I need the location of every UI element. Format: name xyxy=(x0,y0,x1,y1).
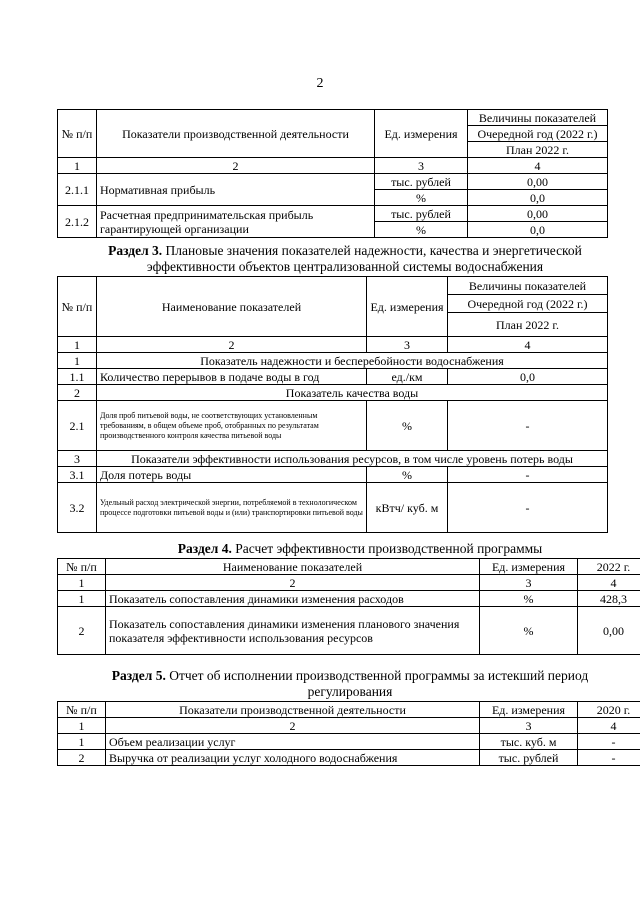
row-value: 428,3 xyxy=(578,591,640,607)
header-year: 2022 г. xyxy=(578,559,640,575)
header-unit: Ед. измерения xyxy=(480,702,578,718)
table-row xyxy=(58,369,608,385)
index-cell: 2 xyxy=(97,158,375,174)
table-row xyxy=(58,750,640,766)
header-plan: План 2022 г. xyxy=(448,313,608,337)
row-value: 0,00 xyxy=(468,206,608,222)
row-num: 1 xyxy=(58,734,106,750)
section4-title-text: Расчет эффективности производственной программы xyxy=(235,541,543,556)
section5-label: Раздел 5. xyxy=(111,668,166,683)
group-title: Показатель качества воды xyxy=(97,385,608,401)
group-row xyxy=(58,451,608,467)
group-title: Показатель надежности и бесперебойности водоснабжения xyxy=(97,353,608,369)
table-row xyxy=(58,206,608,222)
header-num: № п/п xyxy=(58,277,97,337)
row-value: 0,00 xyxy=(578,607,640,655)
row-unit: % xyxy=(375,190,468,206)
header-next-year: Очередной год (2022 г.) xyxy=(468,126,608,142)
header-unit: Ед. измерения xyxy=(367,277,448,337)
row-value: 0,0 xyxy=(448,369,608,385)
header-name: Наименование показателей xyxy=(106,559,480,575)
row-unit: тыс. рублей xyxy=(375,206,468,222)
row-name: Доля проб питьевой воды, не соответствующих установленным требованиям, в общем объеме проб, отобранных по результатам производственного контроля качества питьевой воды xyxy=(97,401,367,451)
header-year: 2020 г. xyxy=(578,702,640,718)
group-title: Показатели эффективности использования ресурсов, в том числе уровень потерь воды xyxy=(97,451,608,467)
page-number: 2 xyxy=(316,76,324,91)
row-value: - xyxy=(448,401,608,451)
row-value: - xyxy=(448,483,608,533)
header-num: № п/п xyxy=(58,559,106,575)
row-name: Удельный расход электрической энергии, потребляемой в технологическом процессе подготовки питьевой воды и (или) транспортировки питьевой воды xyxy=(97,483,367,533)
row-name: Расчетная предпринимательская прибыль гарантирующей организации xyxy=(97,206,375,238)
table-row xyxy=(58,174,608,190)
index-cell: 1 xyxy=(58,337,97,353)
header-num: № п/п xyxy=(58,110,97,158)
table-row xyxy=(58,591,640,607)
header-name: Показатели производственной деятельности xyxy=(97,110,375,158)
row-name: Показатель сопоставления динамики изменения планового значения показателя эффективности использования ресурсов xyxy=(106,607,480,655)
row-num: 3.2 xyxy=(58,483,97,533)
row-unit: тыс. куб. м xyxy=(480,734,578,750)
row-unit: % xyxy=(367,401,448,451)
row-value: - xyxy=(448,467,608,483)
row-unit: % xyxy=(375,222,468,238)
table-program-report xyxy=(57,701,640,766)
section3-title-text: Плановые значения показателей надежности, качества и энергетической эффективности объектов централизованной системы водоснабжения xyxy=(146,243,582,274)
row-num: 2 xyxy=(58,750,106,766)
group-num: 2 xyxy=(58,385,97,401)
row-value: 0,00 xyxy=(468,174,608,190)
row-num: 2.1.2 xyxy=(58,206,97,238)
row-value: 0,0 xyxy=(468,190,608,206)
row-name: Объем реализации услуг xyxy=(106,734,480,750)
table-production-indicators xyxy=(57,109,608,238)
row-value: - xyxy=(578,750,640,766)
table-row xyxy=(58,401,608,451)
row-num: 2 xyxy=(58,607,106,655)
index-cell: 1 xyxy=(58,718,106,734)
header-unit: Ед. измерения xyxy=(375,110,468,158)
section5-title xyxy=(90,668,610,700)
row-unit: % xyxy=(367,467,448,483)
header-plan: План 2022 г. xyxy=(468,142,608,158)
header-name: Показатели производственной деятельности xyxy=(106,702,480,718)
table-row xyxy=(58,483,608,533)
index-cell: 4 xyxy=(468,158,608,174)
row-unit: кВтч/ куб. м xyxy=(367,483,448,533)
index-cell: 2 xyxy=(97,337,367,353)
index-cell: 1 xyxy=(58,575,106,591)
section5-title-text: Отчет об исполнении производственной программы за истекший период регулирования xyxy=(169,668,589,699)
header-values: Величины показателей xyxy=(468,110,608,126)
index-cell: 4 xyxy=(578,575,640,591)
index-cell: 3 xyxy=(480,575,578,591)
table-program-efficiency xyxy=(57,558,640,655)
row-unit: тыс. рублей xyxy=(480,750,578,766)
table-reliability-indicators xyxy=(57,276,608,533)
row-name: Количество перерывов в подаче воды в год xyxy=(97,369,367,385)
header-next-year: Очередной год (2022 г.) xyxy=(448,295,608,313)
index-cell: 4 xyxy=(448,337,608,353)
row-num: 3.1 xyxy=(58,467,97,483)
header-values: Величины показателей xyxy=(448,277,608,295)
section3-label: Раздел 3. xyxy=(108,243,163,258)
row-value: 0,0 xyxy=(468,222,608,238)
row-unit: тыс. рублей xyxy=(375,174,468,190)
index-cell: 2 xyxy=(106,718,480,734)
index-cell: 3 xyxy=(480,718,578,734)
row-unit: % xyxy=(480,607,578,655)
table-row xyxy=(58,607,640,655)
group-num: 3 xyxy=(58,451,97,467)
header-unit: Ед. измерения xyxy=(480,559,578,575)
index-cell: 4 xyxy=(578,718,640,734)
section4-title xyxy=(100,541,620,557)
group-num: 1 xyxy=(58,353,97,369)
index-cell: 2 xyxy=(106,575,480,591)
index-cell: 3 xyxy=(375,158,468,174)
header-num: № п/п xyxy=(58,702,106,718)
row-name: Выручка от реализации услуг холодного водоснабжения xyxy=(106,750,480,766)
section3-title xyxy=(85,243,605,275)
row-num: 1.1 xyxy=(58,369,97,385)
row-num: 1 xyxy=(58,591,106,607)
row-name: Нормативная прибыль xyxy=(97,174,375,206)
row-name: Показатель сопоставления динамики изменения расходов xyxy=(106,591,480,607)
row-unit: % xyxy=(480,591,578,607)
row-value: - xyxy=(578,734,640,750)
header-name: Наименование показателей xyxy=(97,277,367,337)
group-row xyxy=(58,353,608,369)
table-row xyxy=(58,467,608,483)
row-num: 2.1 xyxy=(58,401,97,451)
table-row xyxy=(58,734,640,750)
row-unit: ед./км xyxy=(367,369,448,385)
index-cell: 3 xyxy=(367,337,448,353)
index-cell: 1 xyxy=(58,158,97,174)
group-row xyxy=(58,385,608,401)
row-name: Доля потерь воды xyxy=(97,467,367,483)
row-num: 2.1.1 xyxy=(58,174,97,206)
section4-label: Раздел 4. xyxy=(177,541,232,556)
